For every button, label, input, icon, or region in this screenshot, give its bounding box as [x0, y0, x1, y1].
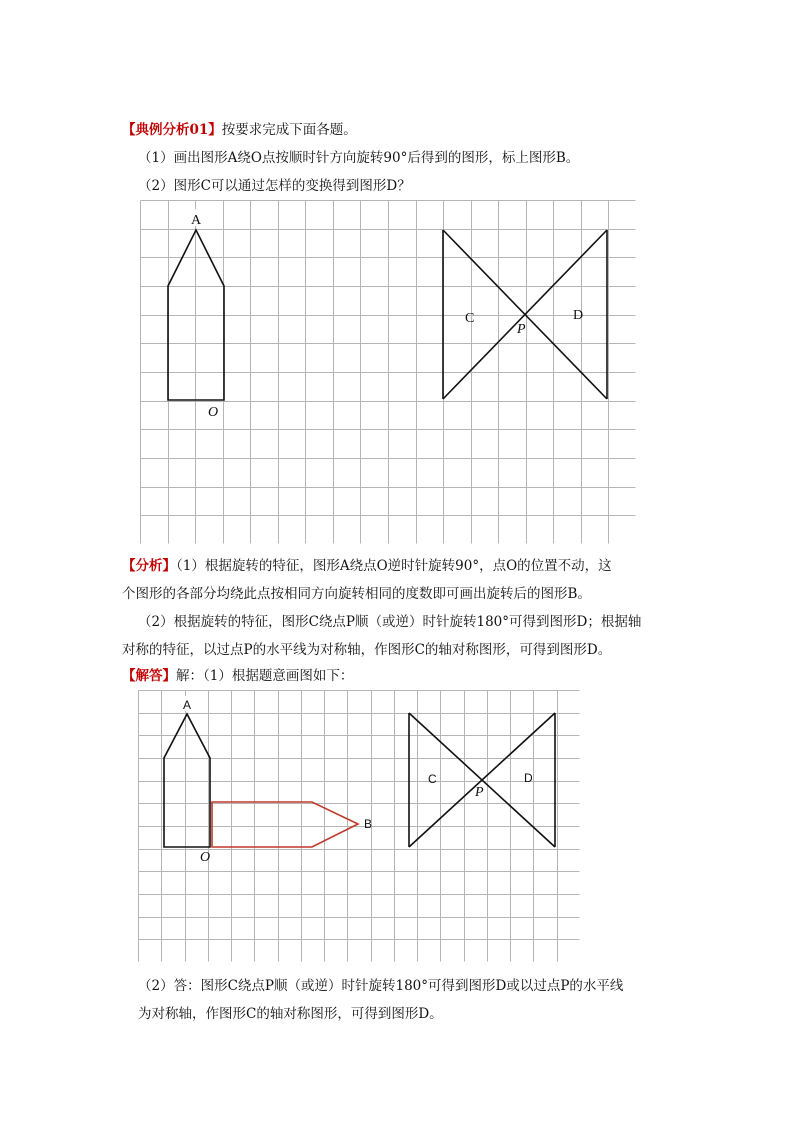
analysis-line-2: 个图形的各部分均绕此点按相同方向旋转相同的度数即可画出旋转后的图形B。: [122, 586, 591, 602]
label-o: O: [208, 405, 219, 420]
question-2: （2）图形C可以通过怎样的变换得到图形D？: [138, 178, 411, 194]
label-c: C: [465, 311, 475, 326]
analysis-line-3: （2）根据旋转的特征，图形C绕点P顺（或逆）时针旋转180°可得到图形D；根据轴: [138, 614, 642, 630]
grid-lines: [141, 201, 637, 545]
label-a: A: [191, 213, 202, 228]
shape-b: [212, 802, 358, 847]
label-o: O: [200, 850, 211, 865]
analysis-text-1: （1）根据旋转的特征，图形A绕点O逆时针旋转90°，点O的位置不动，这: [176, 558, 612, 574]
question-1: （1）画出图形A绕O点按顺时针方向旋转90°后得到的图形，标上图形B。: [138, 150, 580, 166]
label-b: B: [364, 817, 373, 831]
answer-2-line-2: 为对称轴，作图形C的轴对称图形，可得到图形D。: [138, 1006, 443, 1022]
example-prompt: 按要求完成下面各题。: [221, 122, 357, 138]
analysis-line-1: [122, 554, 612, 574]
solution-line-1: [122, 664, 353, 684]
grid-figure-1: [140, 200, 636, 544]
example-tag: 【典例分析01】: [122, 122, 222, 138]
analysis-tag: 【分析】: [122, 558, 176, 574]
label-a: A: [183, 698, 192, 712]
analysis-line-4: 对称的特征，以过点P的水平线为对称轴，作图形C的轴对称图形，可得到图形D。: [122, 642, 612, 658]
shape-a: [164, 714, 210, 847]
grid-lines: [139, 691, 581, 963]
answer-2-line-1: （2）答：图形C绕点P顺（或逆）时针旋转180°可得到图形D或以过点P的水平线: [138, 978, 624, 994]
label-p: P: [517, 322, 526, 337]
label-c: C: [428, 772, 437, 786]
label-d: D: [573, 308, 584, 323]
solution-tag: 【解答】: [122, 668, 176, 684]
example-header: [122, 118, 357, 138]
grid-figure-2: [138, 690, 580, 962]
label-p: P: [475, 785, 484, 800]
solution-intro: 解：（1）根据题意画图如下：: [176, 668, 354, 684]
label-d: D: [524, 771, 533, 785]
